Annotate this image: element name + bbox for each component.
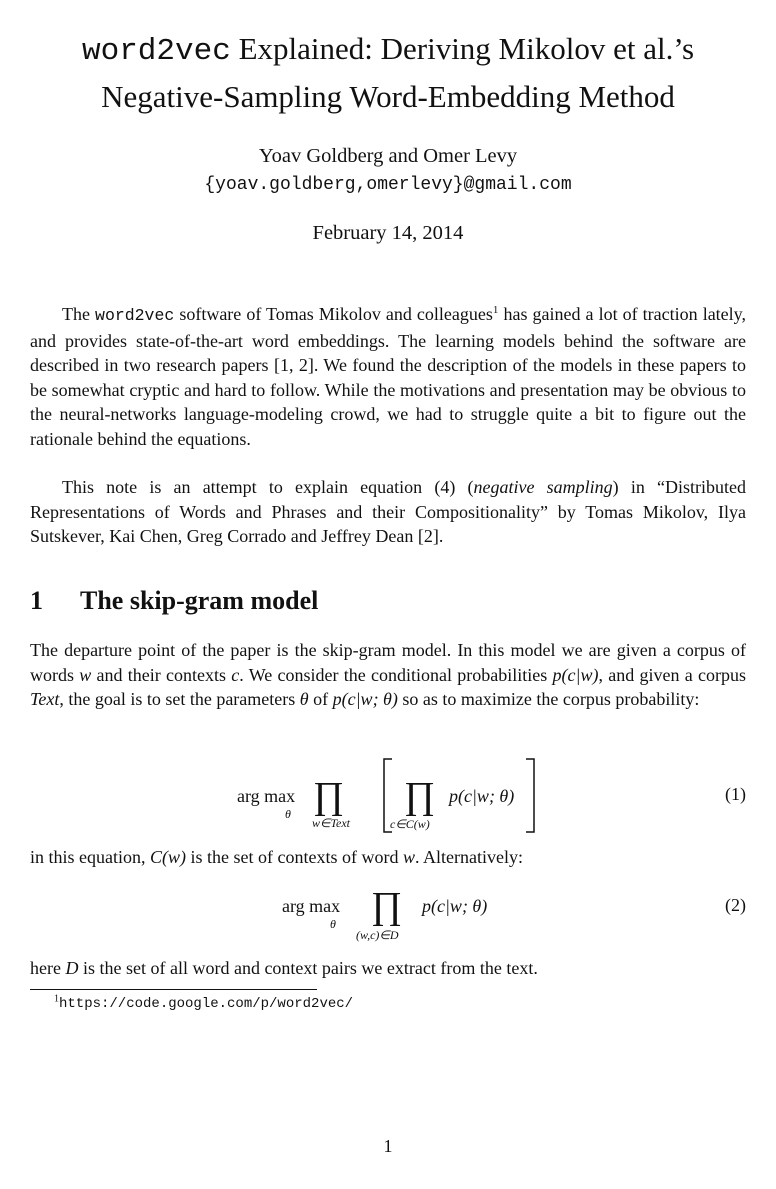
argmax-op: arg max [282, 896, 341, 916]
text-span: so as to maximize the corpus probability: [397, 689, 700, 710]
text-span: in this equation, [30, 847, 150, 867]
text-span: The [62, 304, 96, 324]
body-paragraph-2 [30, 845, 746, 870]
emphasis: negative sampling [473, 477, 613, 497]
title-line2: Negative-Sampling Word-Embedding Method [101, 79, 675, 114]
section-heading [30, 583, 318, 619]
intro-paragraph-1 [30, 302, 746, 452]
text-span: has gained a lot of traction lately, and provides state-of-the-art word embeddings. The learning models behind the software are described in two research papers [1, 2]. We found the description of the models in these papers to be somewhat cryptic and hard to follow. While the motivations and presentation may be obvious to the neural-networks language-modeling crowd, we had to struggle quite a bit to figure out the rationale behind the equations. [30, 304, 747, 449]
outer-product: ∏ [313, 775, 345, 817]
equation-number: (2) [725, 895, 746, 915]
page-number: 1 [383, 1136, 393, 1156]
math-var: c [231, 664, 240, 685]
paper-title [20, 26, 756, 119]
equation-1-svg [30, 752, 746, 838]
text-span: , the goal is to set the parameters [59, 689, 300, 710]
equation-number: (1) [725, 784, 746, 804]
paper-date: February 14, 2014 [312, 222, 464, 244]
inner-product: ∏ [404, 775, 436, 817]
equation-1 [30, 752, 746, 838]
intro-paragraph-2 [30, 475, 746, 549]
math-expr: C(w) [150, 847, 186, 867]
footnote-url[interactable]: https://code.google.com/p/word2vec/ [59, 996, 354, 1012]
equation-2-svg [30, 882, 746, 944]
equation-2 [30, 882, 746, 944]
text-span: The departure point of the paper is the skip-gram model. In this model we are given a corpus of words [30, 640, 746, 685]
footnote-mark: 1 [492, 304, 499, 316]
author-email: {yoav.goldberg,omerlevy}@gmail.com [204, 175, 572, 195]
section-title: The skip-gram model [80, 586, 319, 615]
authors-block [0, 142, 776, 200]
title-code-word: word2vec [81, 34, 231, 69]
product-op: ∏ [371, 885, 403, 927]
text-span: is the set of all word and context pairs we extract from the text. [78, 958, 538, 978]
footnote-rule [30, 989, 317, 990]
text-span: software of Tomas Mikolov and colleagues [174, 304, 493, 324]
text-span: and their contexts [91, 664, 232, 685]
argmax-op: arg max [237, 786, 296, 806]
text-span: of [308, 689, 333, 710]
argmax-sub: θ [330, 917, 336, 931]
inner-product-sub: c∈C(w) [390, 817, 430, 831]
outer-product-sub: w∈Text [312, 816, 351, 830]
math-var: w [402, 847, 415, 867]
math-expr: p(c|w) [552, 664, 599, 685]
section-number: 1 [30, 586, 43, 615]
math-var: Text [30, 689, 60, 710]
text-span: here [30, 958, 66, 978]
right-bracket [526, 759, 534, 832]
text-span: . Alternatively: [414, 847, 523, 867]
math-var: D [65, 958, 79, 978]
math-var: θ [299, 689, 309, 710]
probability-term: p(c|w; θ) [449, 786, 515, 806]
text-span: . We consider the conditional probabilities [239, 664, 553, 685]
argmax-sub: θ [285, 807, 291, 821]
body-paragraph-1 [30, 638, 746, 712]
text-span: is the set of contexts of word [186, 847, 403, 867]
product-sub: (w,c)∈D [356, 928, 399, 942]
body-paragraph-3 [30, 956, 746, 981]
math-var: w [79, 664, 92, 685]
title-line1: Explained: Deriving Mikolov et al.’s [230, 31, 695, 66]
probability-term: p(c|w; θ) [422, 896, 488, 916]
inline-code: word2vec [95, 306, 175, 325]
text-span: ) in “Distributed Representations of Words and Phrases and their Compositionality” by Tomas Mikolov, Ilya Sutskever, Kai Chen, Greg Corrado and Jeffrey Dean [2]. [30, 477, 746, 547]
math-expr: p(c|w; θ) [332, 689, 398, 710]
footnote [54, 995, 353, 1013]
text-span: , and given a corpus [598, 664, 746, 685]
text-span: This note is an attempt to explain equation (4) ( [62, 477, 474, 497]
footnote-number: 1 [54, 993, 59, 1005]
author-names: Yoav Goldberg and Omer Levy [258, 145, 518, 167]
